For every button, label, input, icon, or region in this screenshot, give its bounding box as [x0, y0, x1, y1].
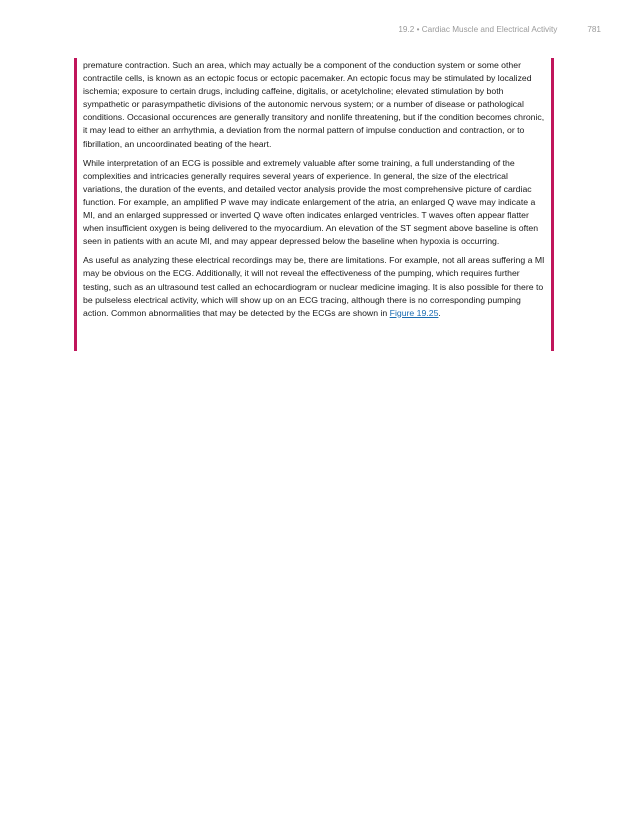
- paragraph-ecg-interpretation: While interpretation of an ECG is possible and extremely valuable after some training, a full understanding of the complexities and intricacies generally requires several years of experience. In general, the size of the electrical variations, the duration of the events, and detailed vector analysis provide the most comprehensive picture of cardiac function. For example, an amplified P wave may indicate enlargement of the atria, an enlarged Q wave may indicate a MI, and an enlarged suppressed or inverted Q wave often indicates enlarged ventricles. T waves often appear flatter when insufficient oxygen is being delivered to the myocardium. An elevation of the ST segment above baseline is often seen in patients with an acute MI, and may appear depressed below the baseline when hypoxia is occurring.: [83, 157, 539, 247]
- paragraph-ectopic-focus: premature contraction. Such an area, which may actually be a component of the conduction system or some other contractile cells, is known as an ectopic focus or ectopic pacemaker. An ectopic focus may be stimulated by localized ischemia; exposure to certain drugs, including caffeine, digitalis, or acetylcholine; elevated stimulation by both sympathetic or parasympathetic divisions of the autonomic nervous system; or a number of disease or pathological conditions. Occasional occurences are generally transitory and nonlife threatening, but if the condition becomes chronic, it may lead to either an arrhythmia, a deviation from the normal pattern of impulse conduction and contraction, or to fibrillation, an uncoordinated beating of the heart.: [83, 60, 545, 149]
- section-title: 19.2 • Cardiac Muscle and Electrical Activity: [398, 25, 558, 34]
- callout-body: [83, 59, 548, 326]
- paragraph-ecg-limitations-text: As useful as analyzing these electrical recordings may be, there are limitations. For example, not all areas suffering a MI may be obvious on the ECG. Additionally, it will not reveal the effectiveness of the pumping, which requires further testing, such as an ultrasound test called an echocardiogram or nuclear medicine imaging. It is also possible for there to be pulseless electrical activity, which will show up on an ECG tracing, although there is no corresponding pumping action. Common abnormalities that may be detected by the ECGs are shown in: [83, 255, 545, 318]
- running-header: [398, 25, 601, 34]
- page-number: 781: [587, 25, 601, 34]
- paragraph-ecg-limitations: [83, 254, 548, 319]
- figure-19-25-link[interactable]: Figure 19.25: [389, 307, 439, 318]
- paragraph-end-punctuation: .: [438, 307, 441, 318]
